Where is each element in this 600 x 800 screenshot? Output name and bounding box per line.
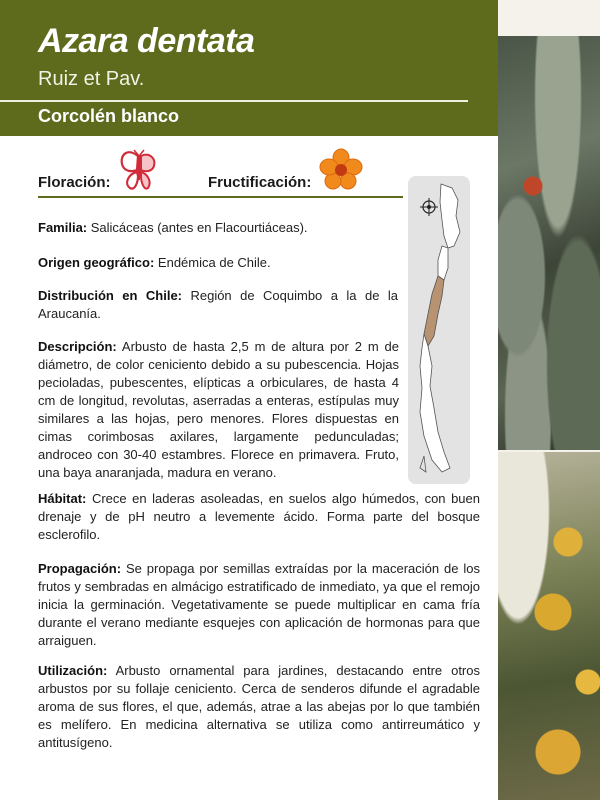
section-label: Familia: bbox=[38, 220, 88, 235]
section-habitat bbox=[38, 490, 480, 544]
photo-column bbox=[498, 0, 600, 800]
section-label: Distribución en Chile: bbox=[38, 288, 183, 303]
flowers-photo bbox=[498, 452, 600, 800]
section-text: Arbusto de hasta 2,5 m de altura por 2 m de diámetro, de color ceniciento debido a su pubescencia. Hojas pecioladas, pubescentes, elípticas a orbiculares, de hasta 4 cm de longitud, revolutas, aserradas a enteras, estípulas muy similares a las hojas, pero menores. Flores dispuestas en cimas corimbosas axilares, largamente pedunculadas; androceo con 30-40 estambres. Florece en primavera. Fruto, una baya anaranjada, madura en verano. bbox=[38, 339, 399, 480]
section-text: Salicáceas (antes en Flacourtiáceas). bbox=[90, 220, 308, 235]
phenology-row bbox=[38, 170, 403, 196]
section-origen bbox=[38, 254, 403, 272]
scientific-name: Azara dentata bbox=[38, 22, 255, 60]
phenology-underline bbox=[38, 196, 403, 198]
header-divider bbox=[0, 100, 468, 102]
flowering-label: Floración: bbox=[38, 174, 111, 191]
section-label: Propagación: bbox=[38, 561, 122, 576]
species-header bbox=[0, 0, 498, 136]
foliage-photo bbox=[498, 36, 600, 450]
section-label: Origen geográfico: bbox=[38, 255, 155, 270]
section-text: Región de Coquimbo a la de la Araucanía. bbox=[38, 288, 398, 321]
section-descripcion bbox=[38, 338, 399, 482]
section-label: Utilización: bbox=[38, 663, 108, 678]
butterfly-icon bbox=[118, 148, 160, 194]
section-utilizacion bbox=[38, 662, 480, 752]
orange-flower-icon bbox=[319, 148, 363, 192]
section-text: Crece en laderas asoleadas, en suelos algo húmedos, con buen drenaje y de pH neutro a levemente ácido. Forma parte del bosque esclerofilo. bbox=[38, 491, 480, 542]
section-distribucion bbox=[38, 287, 398, 323]
section-label: Hábitat: bbox=[38, 491, 87, 506]
chile-distribution-map bbox=[408, 176, 470, 484]
fruiting-label: Fructificación: bbox=[208, 174, 312, 191]
section-text: Endémica de Chile. bbox=[157, 255, 271, 270]
author-citation: Ruiz et Pav. bbox=[38, 68, 145, 90]
section-label: Descripción: bbox=[38, 339, 117, 354]
section-propagacion bbox=[38, 560, 480, 650]
section-familia bbox=[38, 219, 403, 237]
section-text: Arbusto ornamental para jardines, destacando entre otros arbustos por su follaje ceniciento. Cerca de senderos difunde el agradable aroma de sus flores, el que, además, atrae a las abejas por lo que también es melífero. En medicina alternativa se utiliza como antirreumático y antitusígeno. bbox=[38, 663, 480, 750]
common-name: Corcolén blanco bbox=[38, 106, 180, 126]
section-text: Se propaga por semillas extraídas por la maceración de los frutos y sembradas en almácigo estratificado de inmediato, ya que el remojo inicia la germinación. Vegetativamente se puede multiplicar en cama fría durante el verano mediante esquejes con aplicación de hormonas para que arraiguen. bbox=[38, 561, 480, 648]
